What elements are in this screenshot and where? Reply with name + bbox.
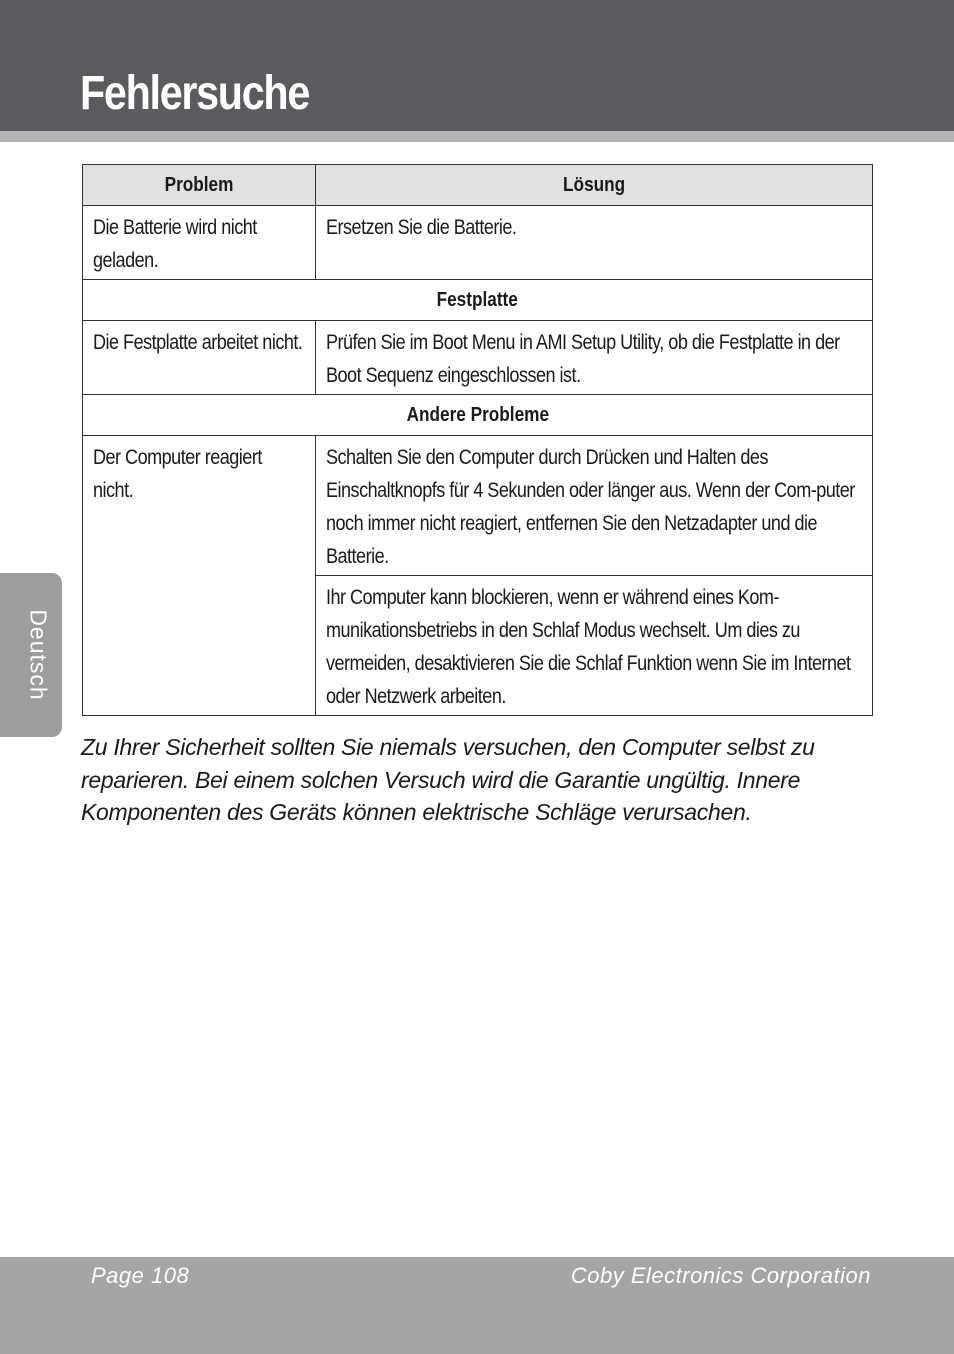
table-row: [83, 206, 873, 280]
section-row-andere-probleme: [83, 395, 873, 436]
company-name: Coby Electronics Corporation: [570, 1263, 871, 1288]
solution-cell: Ihr Computer kann blockieren, wenn er während eines Kom-munikationsbetriebs in den Schlaf Modus wechselt. Um dies zu vermeiden, desaktivieren Sie die Schlaf Funktion wenn Sie im Internet oder Netzwerk arbeiten.: [316, 576, 873, 716]
table-row: [83, 436, 873, 576]
solution-cell: Prüfen Sie im Boot Menu in AMI Setup Utility, ob die Festplatte in der Boot Sequenz eingeschlossen ist.: [316, 321, 873, 395]
page-number: Page 108: [91, 1263, 190, 1288]
problem-cell: Der Computer reagiert nicht.: [83, 436, 316, 716]
table-header-row: [83, 165, 873, 206]
problem-cell: Die Batterie wird nicht geladen.: [83, 206, 316, 280]
safety-warning: Zu Ihrer Sicherheit sollten Sie niemals versuchen, den Computer selbst zu reparieren. Bei einem solchen Versuch wird die Garantie ungültig. Innere Komponenten des Geräts können elektrische Schläge verursachen.: [81, 734, 815, 825]
language-side-tab-label: Deutsch: [25, 609, 52, 701]
section-row-festplatte: [83, 280, 873, 321]
solution-cell: Ersetzen Sie die Batterie.: [316, 206, 873, 280]
solution-cell: Schalten Sie den Computer durch Drücken und Halten des Einschaltknopfs für 4 Sekunden oder länger aus. Wenn der Com-puter noch immer nicht reagiert, entfernen Sie den Netzadapter und die Batterie.: [316, 436, 873, 576]
column-header-solution: Lösung: [316, 165, 873, 206]
table-row: [83, 321, 873, 395]
problem-cell: Die Festplatte arbeitet nicht.: [83, 321, 316, 395]
troubleshooting-table: [82, 164, 873, 716]
column-header-problem: Problem: [83, 165, 316, 206]
header-stripe: [0, 131, 954, 142]
section-title-festplatte: Festplatte: [83, 280, 873, 321]
page-title: Fehlersuche: [80, 67, 310, 120]
section-title-andere-probleme: Andere Probleme: [83, 395, 873, 436]
